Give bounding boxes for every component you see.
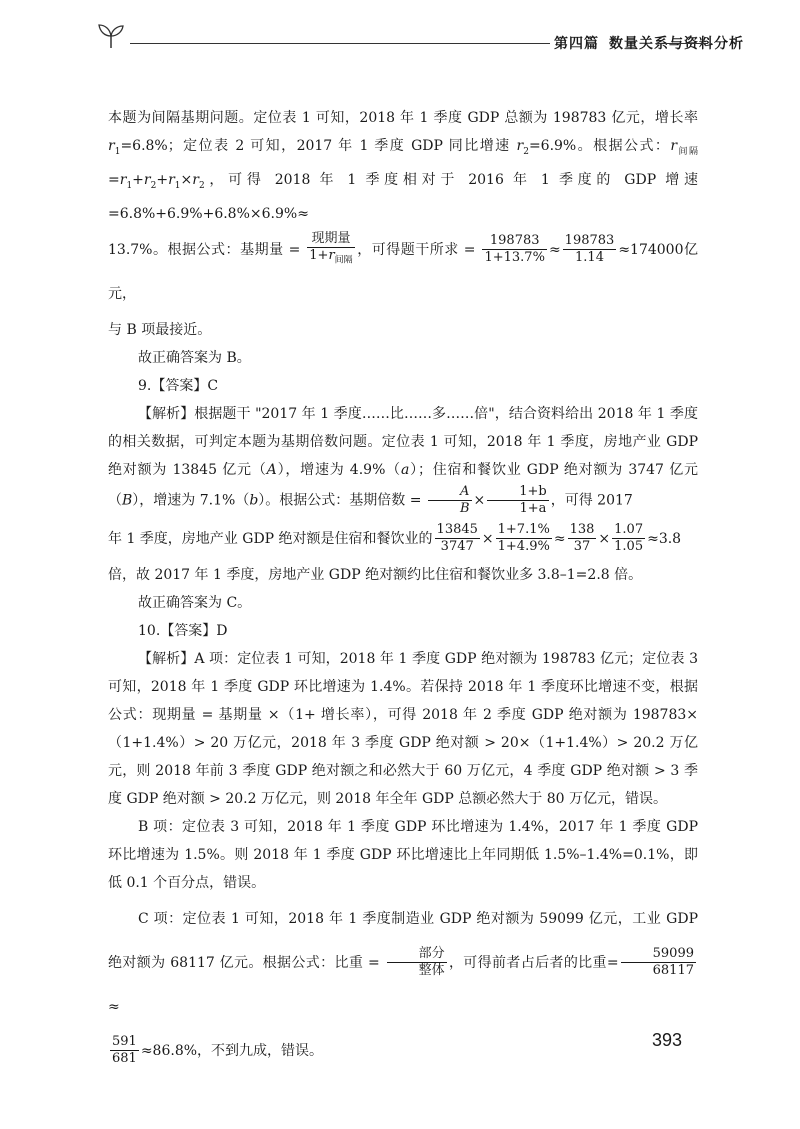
para-q9-part2: 年 1 季度，房地产业 GDP 绝对额是住宿和餐饮业的 $\frac{13845}{3747}$ × $\frac{1+7.1\%}{1+4.9\%}$ ≈ $\frac{138}{37}$ × $\frac{1.07}{1.05}$ ≈3.8: [108, 522, 682, 555]
header-part: 第四篇: [554, 36, 599, 52]
fraction-growth-ratio: $\frac{1+b}{1+a}$: [487, 484, 549, 517]
heading-q9: 9.【答案】C: [138, 377, 219, 394]
para-q9-part1: 【解析】根据题干 "2017 年 1 季度……比……多……倍"，结合资料给出 2018 年 1 季度的相关数据，可判定本题为基期倍数问题。定位表 1 可知，2018 年 1 季度，房地产业 GDP 绝对额为 13845 亿元（A），增速为 4.9%（a）；住宿和餐饮业 GDP 绝对额为 3747 亿元（B），增速为 7.1%（b）。根据公式：基期倍数 = $\frac{A}{B}$ × $\frac{1+b}{1+a}$ ，可得 2017: [108, 405, 698, 516]
header-rule-left: [130, 43, 550, 44]
fraction-q9-4: $\frac{1.07}{1.05}$: [614, 522, 644, 555]
page-body: [108, 104, 698, 1073]
fraction-q9-2: $\frac{1+7.1\%}{1+4.9\%}$: [497, 522, 550, 555]
para-q8-part2: 13.7%。根据公式：基期量 = 现期量 $1+r_{间隔}$ ，可得题干所求 = $\frac{198783}{1+13.7\%}$ ≈ $\frac{198783}{1.14}$ ≈174000亿元，: [108, 230, 698, 302]
fraction-base-formula: 现期量 $1+r_{间隔}$: [309, 230, 353, 266]
para-q8-part1: 本题为间隔基期问题。定位表 1 可知，2018 年 1 季度 GDP 总额为 198783 亿元，增长率 $r_1=6.8\%$；定位表 2 可知，2017 年 1 季度 GDP 同比增速 $r_2=6.9\%$。根据公式：$r_{间隔}=r_1+r_2+r_1\times r_2$，可得 2018 年 1 季度相对于 2016 年 1 季度的 GDP 增速 =6.8%+6.9%+6.8%×6.9%≈: [108, 110, 698, 222]
fraction-q10-1: $\frac{59099}{68117}$: [621, 946, 696, 979]
running-header: [96, 16, 744, 52]
header-rule-right: [656, 43, 708, 44]
para-q8-part3: 与 B 项最接近。: [108, 321, 212, 338]
fraction-a-over-b: $\frac{A}{B}$: [428, 484, 472, 517]
fraction-q10-2: $\frac{591}{681}$: [112, 1034, 137, 1067]
fraction-q9-3: $\frac{138}{37}$: [569, 522, 595, 555]
page-number: 393: [652, 1030, 683, 1050]
para-q9-part3: 倍，故 2017 年 1 季度，房地产业 GDP 绝对额约比住宿和餐饮业多 3.8–1=2.8 倍。: [108, 566, 643, 583]
para-q10-option-b: B 项：定位表 3 可知，2018 年 1 季度 GDP 环比增速为 1.4%，2017 年 1 季度 GDP 环比增速为 1.5%。则 2018 年 1 季度 GDP 环比增速比上年同期低 1.5%–1.4%=0.1%，即低 0.1 个百分点，错误。: [108, 818, 698, 891]
fraction-part-whole: 部分 整体: [387, 946, 447, 979]
header-title: [554, 33, 744, 53]
header-section: 数量关系与资料分析: [609, 36, 744, 52]
sprout-icon: [96, 20, 126, 50]
answer-q9: 故正确答案为 C。: [138, 594, 252, 611]
answer-q8: 故正确答案为 B。: [138, 349, 251, 366]
fraction-calc-1: $\frac{198783}{1+13.7\%}$: [484, 233, 545, 266]
para-q10-option-a: 【解析】A 项：定位表 1 可知，2018 年 1 季度 GDP 绝对额为 198783 亿元；定位表 3 可知，2018 年 1 季度 GDP 环比增速为 1.4%。若保持 2018 年 1 季度环比增速不变，根据公式：现期量 = 基期量 ×（1+ 增长率），可得 2018 年 2 季度 GDP 绝对额为 198783×（1+1.4%）> 20 万亿元，2018 年 3 季度 GDP 绝对额 > 20×（1+1.4%）> 20.2 万亿元，则 2018 年前 3 季度 GDP 绝对额之和必然大于 60 万亿元，4 季度 GDP 绝对额 > 3 季度 GDP 绝对额 > 20.2 万亿元，则 2018 年全年 GDP 总额必然大于 80 万亿元，错误。: [108, 650, 698, 807]
fraction-calc-2: $\frac{198783}{1.14}$: [564, 233, 615, 266]
fraction-q9-1: $\frac{13845}{3747}$: [436, 522, 478, 555]
para-q10-option-c-end: $\frac{591}{681}$ ≈86.8%，不到九成，错误。: [112, 1034, 324, 1067]
heading-q10: 10.【答案】D: [138, 622, 228, 639]
para-q10-option-c: C 项：定位表 1 可知，2018 年 1 季度制造业 GDP 绝对额为 59099 亿元，工业 GDP 绝对额为 68117 亿元。根据公式：比重 = 部分 整体 ，可得前者占后者的比重= $\frac{59099}{68117}$ ≈: [108, 910, 698, 1015]
